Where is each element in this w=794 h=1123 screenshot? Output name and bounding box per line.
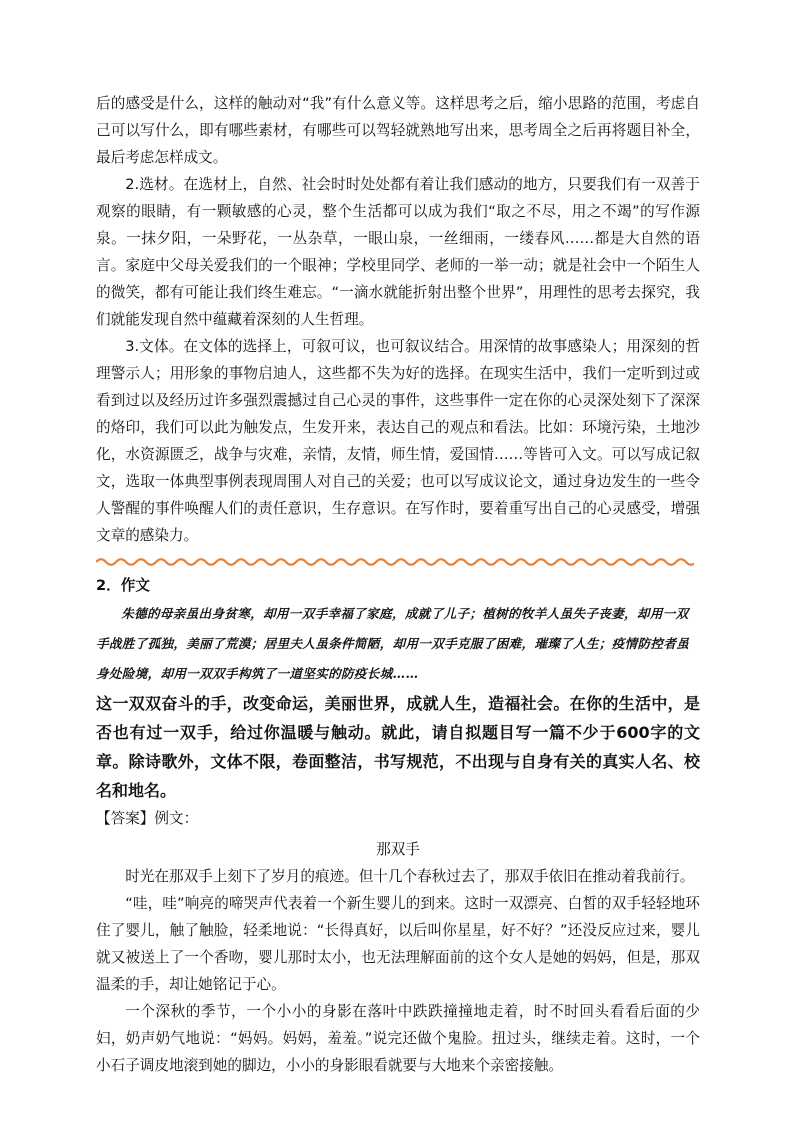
essay-title: 那双手 [376,841,420,858]
essay-paragraph-2: “哇，哇”响亮的啼哭声代表着一个新生婴儿的到来。这时一双漂亮、白皙的双手轻轻地环住了婴儿，触了触脸，轻柔地说：“长得真好，以后叫你星星，好不好？”还没反应过来，婴儿就又被送上了一个香吻，婴儿那时太小，也无法理解面前的这个女人是她的妈妈，但是，那双温柔的手，却让她铭记于心。 [96,895,700,993]
essay-paragraph-3: 一个深秋的季节，一个小小的身影在落叶中跌跌撞撞地走着，时不时回头看看后面的少妇，奶声奶气地说：“妈妈。妈妈，羞羞。”说完还做个鬼脸。扭过头，继续走着。这时，一个小石子调皮地滚到她的脚边，小小的身影眼看就要与大地来个亲密接触。 [96,1003,700,1074]
paragraph-genre: 3.文体。在文体的选择上，可叙可议，也可叙议结合。用深情的故事感染人；用深刻的哲理警示人；用形象的事物启迪人，这些都不失为好的选择。在现实生活中，我们一定听到过或看到过以及经历过许多强烈震撼过自己心灵的事件，这些事件一定在你的心灵深处刻下了深深的烙印，我们可以此为触发点，生发开来，表达自己的观点和看法。比如：环境污染，土地沙化，水资源匮乏，战争与灾难，亲情，友情，师生情，爱国情……等皆可入文。可以写成记叙文，选取一体典型事例表现周围人对自己的关爱；也可以写成议论文，通过身边发生的一些令人警醒的事件唤醒人们的责任意识，生存意识。在写作时，要着重写出自己的心灵感受，增强文章的感染力。 [96,338,700,544]
paragraph-continuation: 后的感受是什么，这样的触动对“我”有什么意义等。这样思考之后，缩小思路的范围，考虑自己可以写什么，即有哪些素材，有哪些可以驾轻就熟地写出来，思考周全之后再将题目补全，最后考虑怎样成文。 [96,95,700,166]
essay-paragraph-1: 时光在那双手上刻下了岁月的痕迹。但十几个春秋过去了，那双手依旧在推动着我前行。 [125,868,695,885]
answer-line [96,805,700,832]
answer-label: 【答案】 [96,810,155,827]
answer-text: 例文： [154,810,199,827]
document-content [96,90,700,1079]
prompt-material-quote: 朱德的母亲虽出身贫寒，却用一双手幸福了家庭，成就了儿子；植树的牧羊人虽失子丧妻，却用一双手战胜了孤独，美丽了荒漠；居里夫人虽条件简陋，却用一双手克服了困难，璀璨了人生；疫情防控者虽身处险境，却用一双双手构筑了一道坚实的防疫长城…… [96,606,690,681]
wavy-divider [96,555,694,569]
writing-prompt: 这一双双奋斗的手，改变命运，美丽世界，成就人生，造福社会。在你的生活中，是否也有过一双手，给过你温暖与触动。就此，请自拟题目写一篇不少于600字的文章。除诗歌外，文体不限，卷面整洁，书写规范，不出现与自身有关的真实人名、校名和地名。 [96,694,700,800]
paragraph-material-selection: 2.选材。在选材上，自然、社会时时处处都有着让我们感动的地方，只要我们有一双善于观察的眼睛，有一颗敏感的心灵，整个生活都可以成为我们“取之不尽，用之不竭”的写作源泉。一抹夕阳，一朵野花，一丛杂草，一眼山泉，一丝细雨，一缕春风……都是大自然的语言。家庭中父母关爱我们的一个眼神；学校里同学、老师的一举一动；就是社会中一个陌生人的微笑，都有可能让我们终生难忘。“一滴水就能折射出整个世界”，用理性的思考去探究，我们就能发现自然中蕴藏着深刻的人生哲理。 [96,176,700,328]
section-title: 2．作文 [96,577,150,594]
